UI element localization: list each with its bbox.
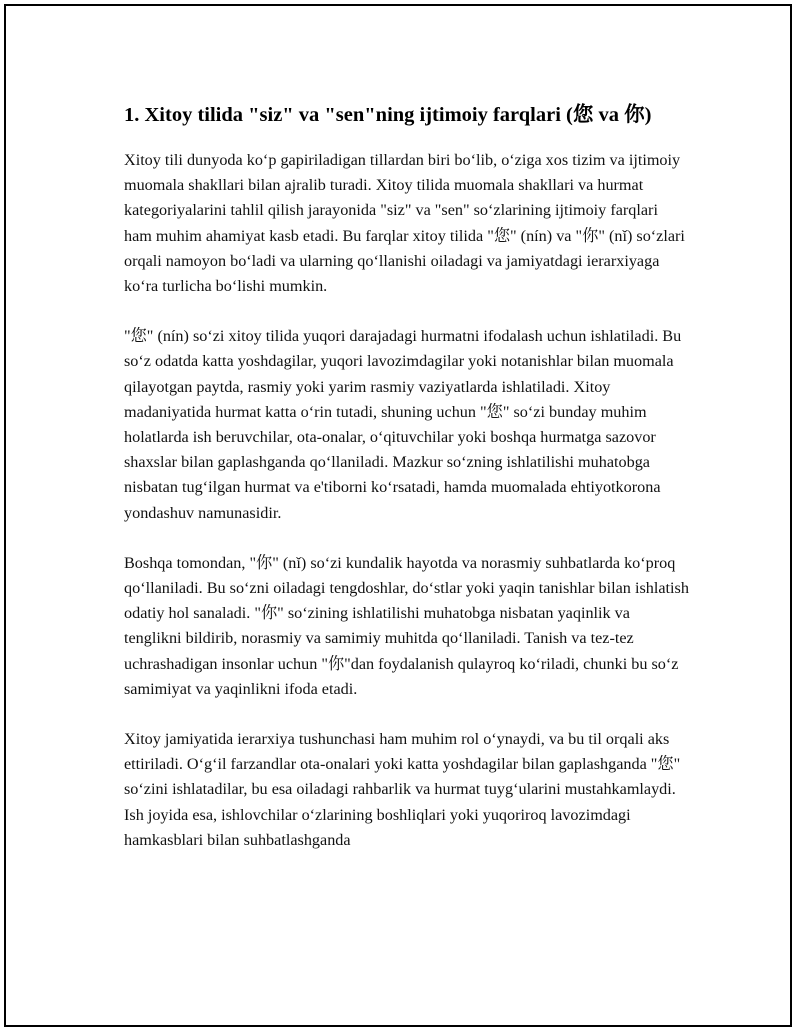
paragraph: "您" (nín) soʻzi xitoy tilida yuqori darajadagi hurmatni ifodalash uchun ishlatiladi. Bu soʻz odatda katta yoshdagilar, yuqori lavozimdagilar yoki notanishlar bilan muomala qilayotgan paytda, rasmiy yoki yarim rasmiy vaziyatlarda ishlatiladi. Xitoy madaniyatida hurmat katta oʻrin tutadi, shuning uchun "您" soʻzi bunday muhim holatlarda ish beruvchilar, ota-onalar, oʻqituvchilar yoki boshqa hurmatga sazovor shaxslar bilan gaplashganda qoʻllaniladi. Mazkur soʻzning ishlatilishi muhatobga nisbatan tugʻilgan hurmat va e'tiborni koʻrsatadi, hamda muomalada ehtiyotkorona yondashuv namunasidir.: [124, 327, 682, 522]
paragraph: Xitoy jamiyatida ierarxiya tushunchasi ham muhim rol oʻynaydi, va bu til orqali aks ettiriladi. Oʻgʻil farzandlar ota-onalari yoki katta yoshdagilar bilan gaplashganda "您" soʻzini ishlatadilar, bu esa oiladagi rahbarlik va hurmat tuygʻularini mustahkamlaydi. Ish joyida esa, ishlovchilar oʻzlarining boshliqlari yoki yuqoriroq lavozimdagi hamkasblari bilan suhbatlashganda: [124, 730, 681, 849]
section-heading: 1. Xitoy tilida "siz" va "sen"ning ijtimoiy farqlari (您 va 你): [124, 104, 652, 126]
document-page: [4, 4, 792, 1027]
paragraph: Boshqa tomondan, "你" (nǐ) soʻzi kundalik hayotda va norasmiy suhbatlarda koʻproq qoʻllaniladi. Bu soʻzni oiladagi tengdoshlar, doʻstlar yoki yaqin tanishlar bilan ishlatish odatiy hol sanaladi. "你" soʻzining ishlatilishi muhatobga nisbatan yaqinlik va tenglikni bildirib, norasmiy va samimiy muhitda qoʻllaniladi. Tanish va tez-tez uchrashadigan insonlar uchun "你"dan foydalanish qulayroq koʻriladi, chunki bu soʻz samimiyat va yaqinlikni ifoda etadi.: [124, 553, 689, 698]
paragraph: Xitoy tili dunyoda koʻp gapiriladigan tillardan biri boʻlib, oʻziga xos tizim va ijtimoiy muomala shakllari bilan ajralib turadi. Xitoy tilida muomala shakllari va hurmat kategoriyalarini tahlil qilish jarayonida "siz" va "sen" soʻzlarining ijtimoiy farqlari ham muhim ahamiyat kasb etadi. Bu farqlar xitoy tilida "您" (nín) va "你" (nǐ) soʻzlari orqali namoyon boʻladi va ularning qoʻllanishi oiladagi va jamiyatdagi ierarxiyaga koʻra turlicha boʻlishi mumkin.: [124, 151, 685, 296]
document-body: [124, 102, 689, 878]
